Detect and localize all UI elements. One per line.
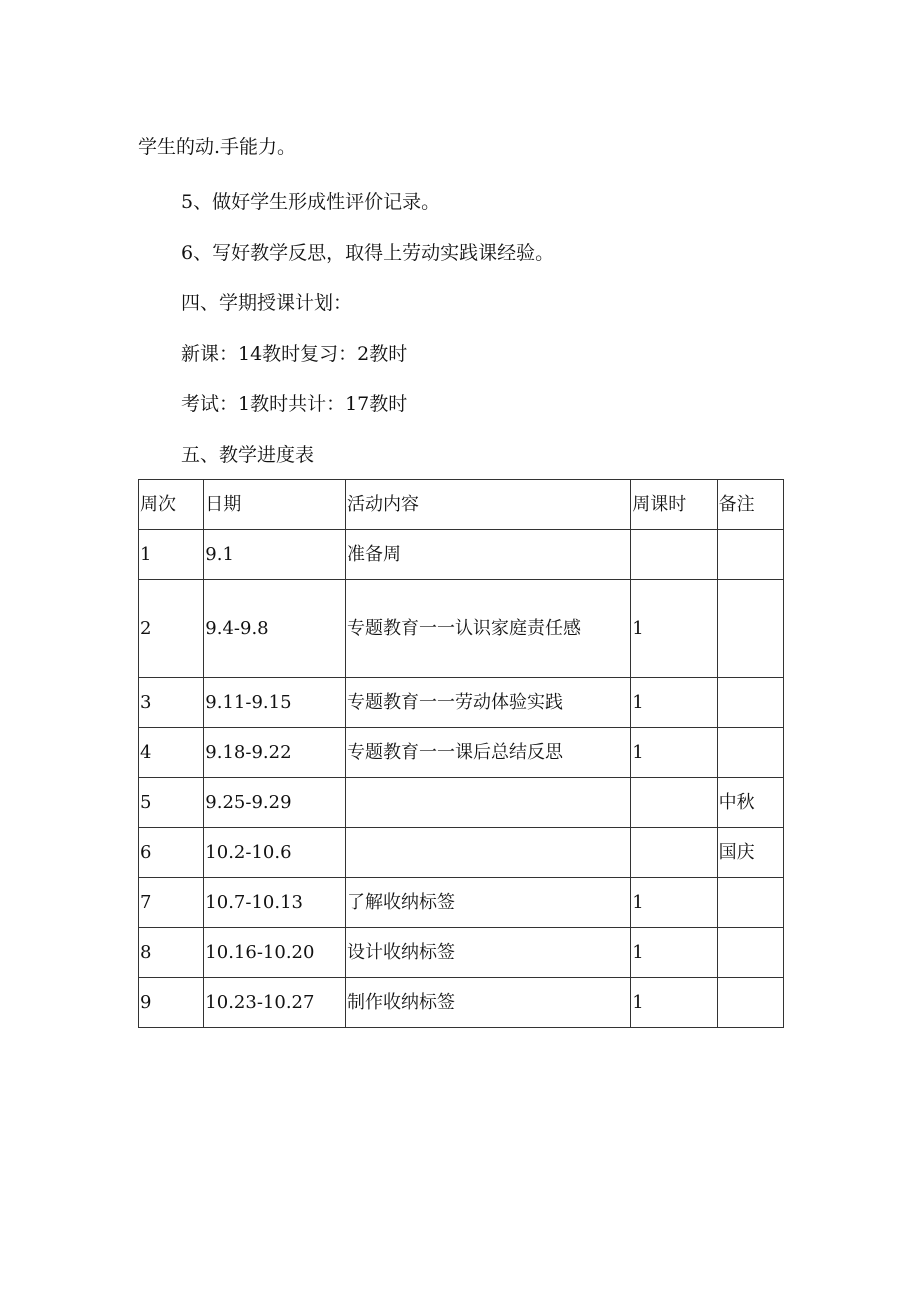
cell-week: 1 [139,530,204,580]
cell-hours: 1 [631,678,717,728]
cell-week: 9 [139,978,204,1028]
section-4-heading: 四、学期授课计划： [181,292,353,314]
cell-activity: 了解收纳标签 [345,878,630,928]
item-6-text: 6、写好教学反思，取得上劳动实践课经验。 [181,242,555,264]
table-row [139,878,784,928]
cell-note [717,678,783,728]
table-row [139,530,784,580]
table-row [139,580,784,678]
cell-date: 10.7-10.13 [204,878,346,928]
cell-activity [345,778,630,828]
cell-date: 10.2-10.6 [204,828,346,878]
cell-date: 9.25-9.29 [204,778,346,828]
header-note: 备注 [717,480,783,530]
header-activity: 活动内容 [345,480,630,530]
table-row [139,778,784,828]
table-row [139,828,784,878]
table-row [139,928,784,978]
cell-hours [631,778,717,828]
cell-activity: 专题教育一一认识家庭责任感 [345,580,630,678]
cell-note [717,580,783,678]
header-week: 周次 [139,480,204,530]
cell-date: 9.4-9.8 [204,580,346,678]
cell-activity: 准备周 [345,530,630,580]
table-row [139,728,784,778]
cell-date: 9.1 [204,530,346,580]
header-hours: 周课时 [631,480,717,530]
cell-activity: 专题教育一一劳动体验实践 [345,678,630,728]
cell-week: 8 [139,928,204,978]
header-date: 日期 [204,480,346,530]
cell-date: 9.11-9.15 [204,678,346,728]
table-header-row [139,480,784,530]
cell-activity: 制作收纳标签 [345,978,630,1028]
table-row [139,678,784,728]
cell-date: 10.16-10.20 [204,928,346,978]
cell-date: 10.23-10.27 [204,978,346,1028]
cell-activity: 专题教育一一课后总结反思 [345,728,630,778]
cell-note [717,978,783,1028]
teaching-schedule-table [138,479,784,1028]
cell-hours: 1 [631,728,717,778]
new-lessons-text: 新课：14教时复习：2教时 [181,343,408,365]
section-5-heading: 五、教学进度表 [181,444,315,466]
cell-week: 5 [139,778,204,828]
cell-date: 9.18-9.22 [204,728,346,778]
cell-hours: 1 [631,580,717,678]
cell-note: 国庆 [717,828,783,878]
table-row [139,978,784,1028]
cell-note [717,530,783,580]
cell-week: 3 [139,678,204,728]
exam-total-text: 考试：1教时共计：17教时 [181,393,408,415]
body-text-line: 学生的动.手能力。 [138,136,297,158]
cell-week: 7 [139,878,204,928]
cell-activity [345,828,630,878]
cell-week: 6 [139,828,204,878]
cell-week: 4 [139,728,204,778]
cell-note [717,928,783,978]
cell-hours: 1 [631,928,717,978]
cell-hours: 1 [631,978,717,1028]
cell-hours [631,828,717,878]
cell-activity: 设计收纳标签 [345,928,630,978]
cell-note: 中秋 [717,778,783,828]
cell-hours [631,530,717,580]
cell-note [717,728,783,778]
item-5-text: 5、做好学生形成性评价记录。 [181,191,441,213]
cell-hours: 1 [631,878,717,928]
cell-week: 2 [139,580,204,678]
cell-note [717,878,783,928]
